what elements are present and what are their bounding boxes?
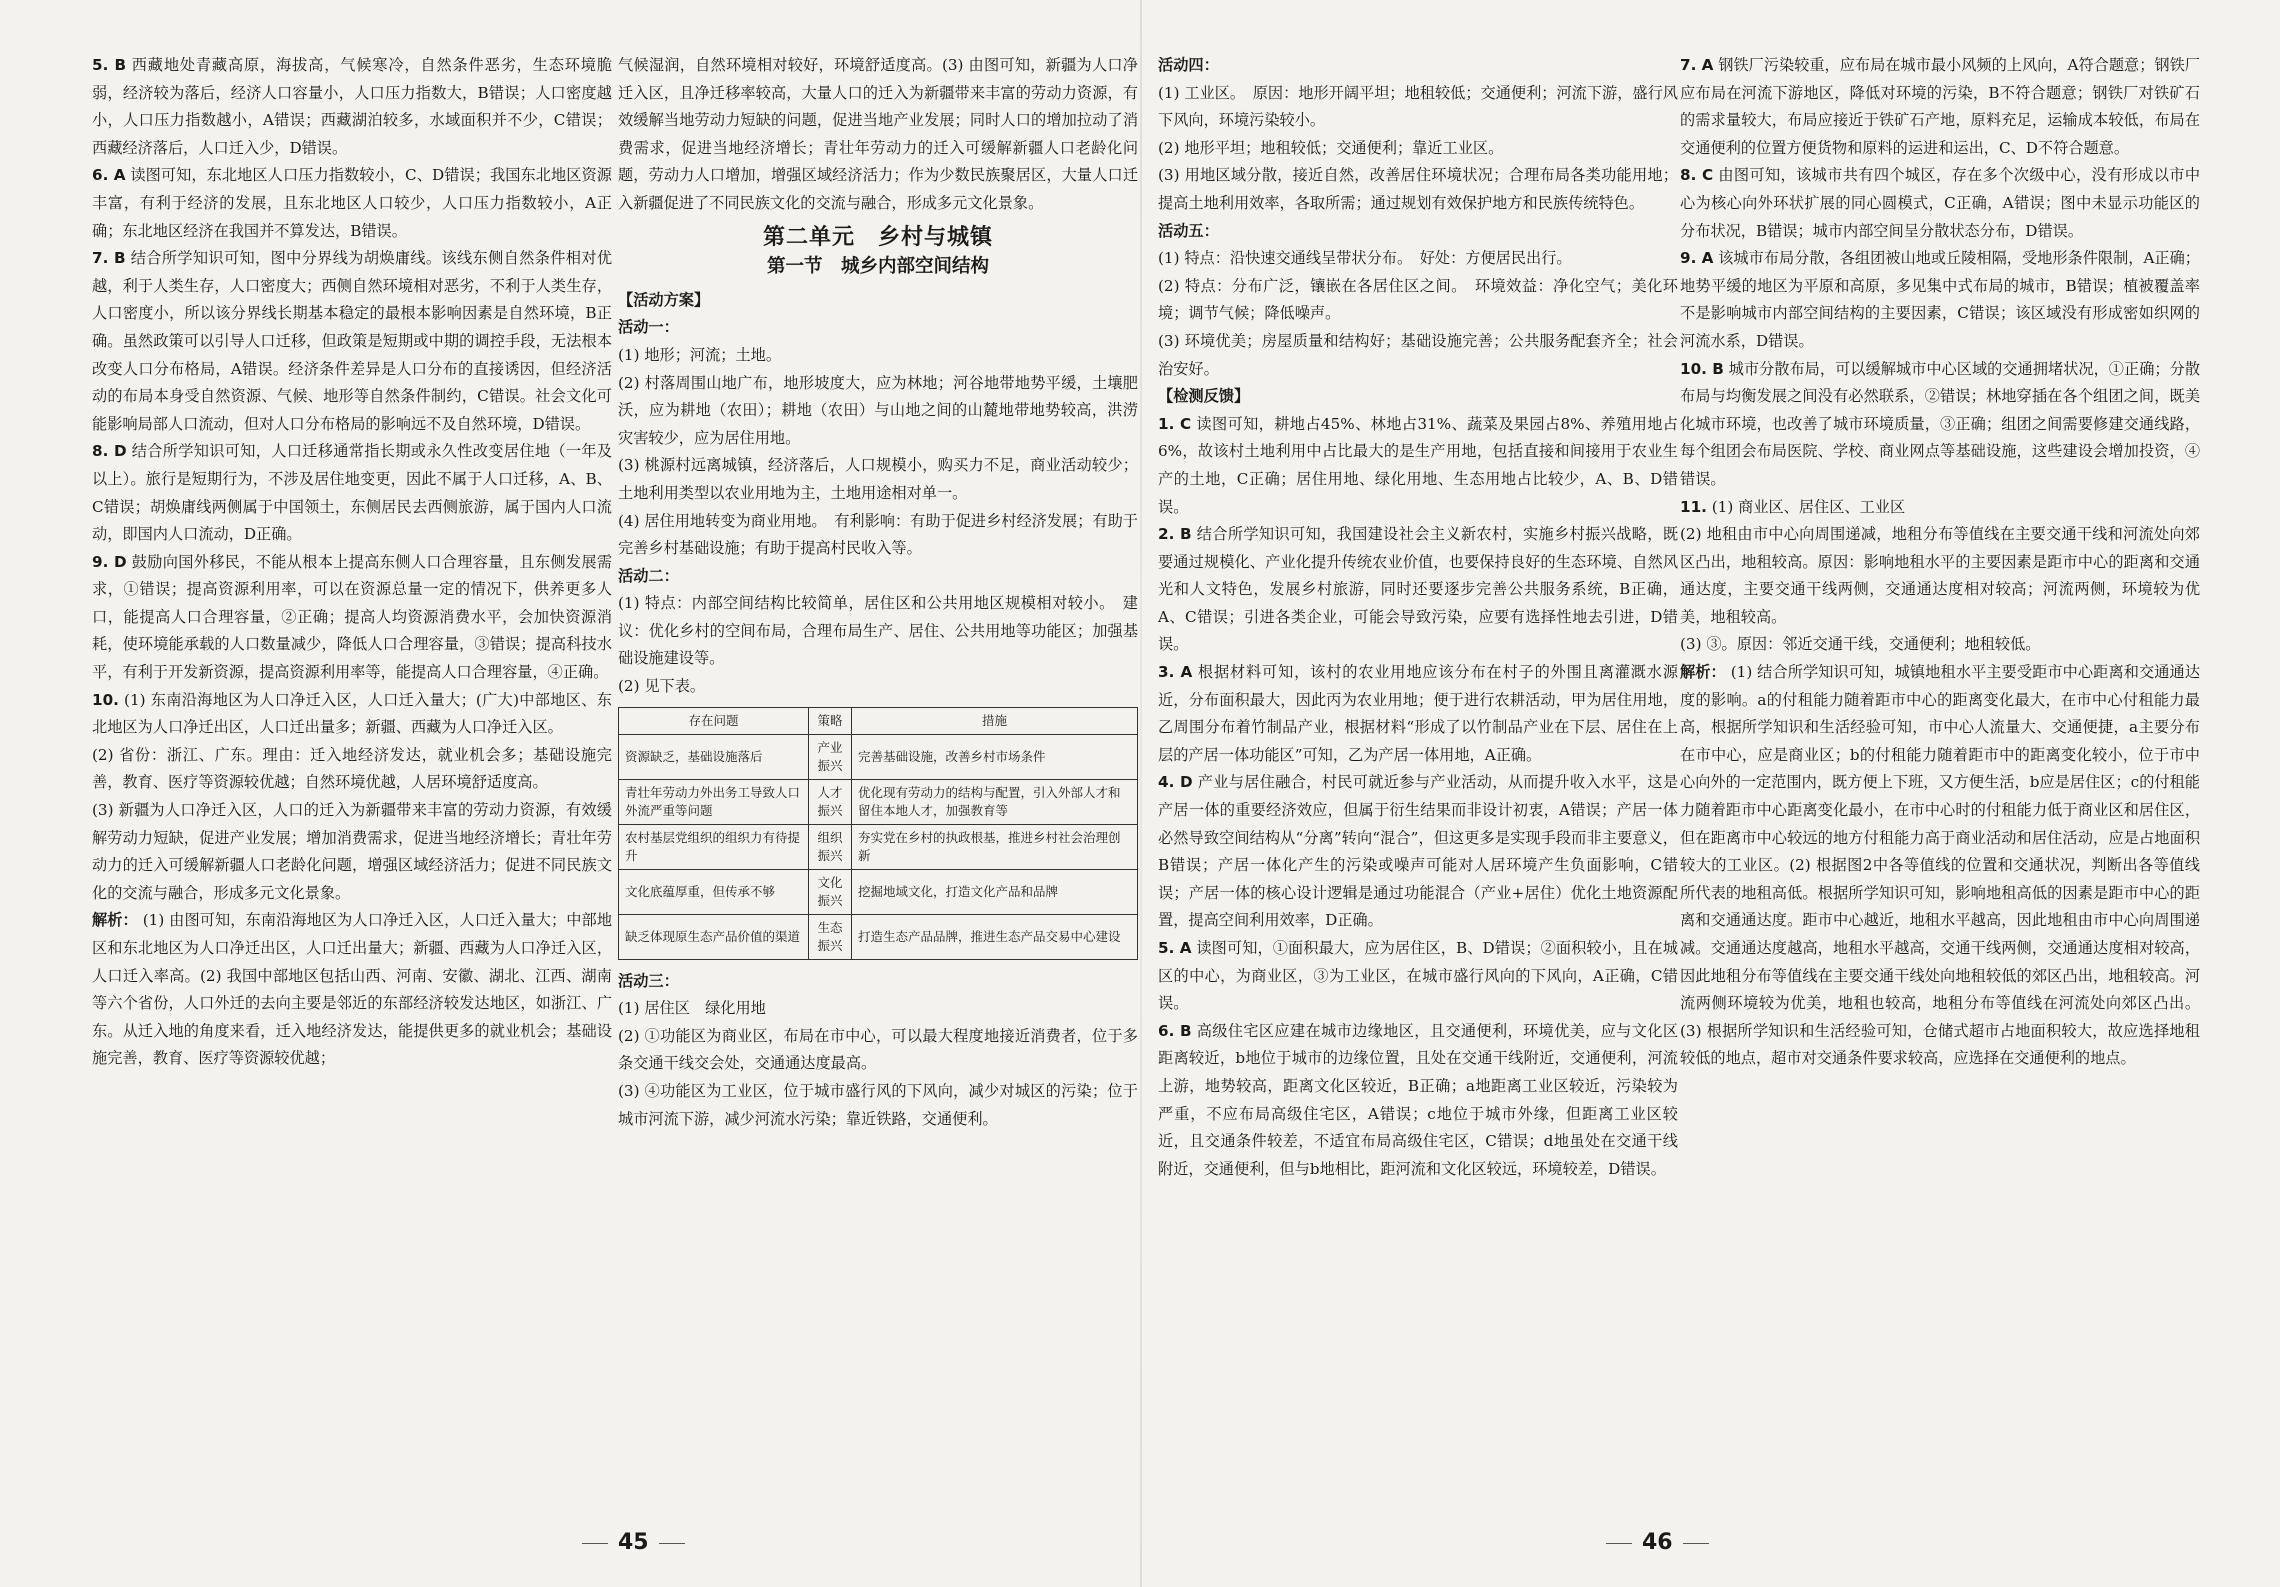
answer-paragraph bbox=[1158, 135, 1678, 163]
answer-text: (3) ③。原因：邻近交通干线，交通便利；地租较低。 bbox=[1680, 635, 2041, 654]
answer-number: 5. A bbox=[1158, 939, 1192, 957]
table-cell: 打造生态产品品牌，推进生态产品交易中心建设 bbox=[852, 914, 1138, 959]
table-cell: 缺乏体现原生态产品价值的渠道 bbox=[619, 914, 809, 959]
answer-text: 结合所学知识可知，图中分界线为胡焕庸线。该线东侧自然条件相对优越，利于人类生存，人口密度大；西侧自然环境相对恶劣，不利于人类生存，人口密度小，所以该分界线长期基本稳定的最根本影响因素是自然环境，B正确。虽然政策可以引导人口迁移，但政策是短期或中期的调控手段，无法根本改变人口分布格局，A错误。经济条件差异是人口分布的直接诱因，但经济活动的布局本身受自然资源、气候、地形等自然条件制约，C错误。社会文化可能影响局部人口流动，但对人口分布格局的影响远不及自然环境，D错误。 bbox=[92, 249, 612, 433]
answer-number: 9. A bbox=[1680, 249, 1714, 268]
answer-text: 西藏地处青藏高原，海拔高，气候寒冷，自然条件恶劣，生态环境脆弱，经济较为落后，经济人口容量小，人口压力指数大，B错误；人口密度越小，人口压力指数越小，A错误；西藏湖泊较多，水域面积并不少，C错误；西藏经济落后，人口迁入少，D错误。 bbox=[92, 56, 612, 157]
answer-text: (2) 地形平坦；地租较低；交通便利；靠近工业区。 bbox=[1158, 138, 1504, 157]
table-row bbox=[619, 824, 1138, 869]
answer-paragraph bbox=[92, 245, 612, 438]
answer-paragraph bbox=[1158, 383, 1678, 411]
answer-paragraph bbox=[1158, 1018, 1678, 1184]
table-row bbox=[619, 869, 1138, 914]
answer-text: (3) 桃源村远离城镇，经济落后，人口规模小，购买力不足，商业活动较少；土地利用类型以农业用地为主，土地用途相对单一。 bbox=[618, 456, 1138, 502]
answer-text: (2) 见下表。 bbox=[618, 677, 706, 696]
answer-text: 结合所学知识可知，人口迁移通常指长期或永久性改变居住地（一年及以上）。旅行是短期行为，不涉及居住地变更，因此不属于人口迁移，A、B、C错误；胡焕庸线两侧属于中国领土，东侧居民去西侧旅游，属于国内人口流动，即国内人口流动，D正确。 bbox=[92, 442, 612, 544]
answer-paragraph bbox=[618, 287, 1138, 315]
answer-paragraph bbox=[1158, 659, 1678, 769]
answer-paragraph bbox=[618, 1023, 1138, 1078]
answer-text: (4) 居住用地转变为商业用地。 有利影响：有助于促进乡村经济发展；有助于完善乡村基础设施；有助于提高村民收入等。 bbox=[618, 511, 1138, 558]
answer-number: 活动一： bbox=[618, 318, 679, 337]
answer-paragraph bbox=[1158, 52, 1678, 80]
answer-number: 7. A bbox=[1680, 56, 1714, 74]
answer-paragraph bbox=[618, 342, 1138, 370]
answer-text: (1) 结合所学知识可知，城镇地租水平主要受距市中心距离和交通通达度的影响。a的付租能力随着距市中心的距离变化最大，在市中心付租能力最高，根据所学知识和生活经验可知，市中心人流量大、交通便捷，a主要分布在市中心，应是商业区；b的付租能力随着距市中的距离变化较小，位于市中心向外的一定范围内，既方便上下班，又方便生活，b应是居住区；c的付租能力随着距市中心距离变化最小，在市中心时的付租能力低于商业区和居住区，但在距离市中心较远的地方付租能力高于商业活动和居住活动，应是占地面积较大的工业区。(2) 根据图2中各等值线的位置和交通状况，判断出各等值线所代表的地租高低。根据所学知识可知，影响地租高低的因素是距市中心的距离和交通通达度。距市中心越近，地租水平越高，因此地租由市中心向周围递减。交通通达度越高，地租水平越高，交通干线两侧，交通通达度相对较高，因此地租分布等值线在主要交通干线处向地租较低的郊区凸出，地租较高。河流两侧环境较为优美，地租也较高，地租分布等值线在河流处向郊区凸出。(3) 根据所学知识和生活经验可知，仓储式超市占地面积较大，故应选择地租较低的地点，超市对交通条件要求较高，应选择在交通便利的地点。 bbox=[1680, 663, 2200, 1068]
table-cell: 文化振兴 bbox=[809, 869, 852, 914]
answer-number: 6. A bbox=[92, 166, 126, 185]
answer-text: 鼓励向国外移民，不能从根本上提高东侧人口合理容量，且东侧发展需求，①错误；提高资源利用率，可以在资源总量一定的情况下，供养更多人口，能提高人口合理容量，②正确；提高人均资源消费水平，会加快资源消耗，使环境能承载的人口数量减少，降低人口合理容量，③错误；提高科技水平，有利于开发新资源，提高资源利用率等，能提高人口合理容量，④正确。 bbox=[92, 552, 612, 682]
answer-text: (2) 村落周围山地广布，地形坡度大，应为林地；河谷地带地势平缓，土壤肥沃，应为耕地（农田）；耕地（农田）与山地之间的山麓地带地势较高，洪涝灾害较少，应为居住用地。 bbox=[618, 373, 1138, 447]
column-3 bbox=[1158, 52, 1678, 1512]
table-row bbox=[619, 779, 1138, 824]
answer-text: (1) 特点：内部空间结构比较简单，居住区和公共用地区规模相对较小。 建议：优化乡村的空间布局，合理布局生产、居住、公共用地等功能区；加强基础设施建设等。 bbox=[618, 594, 1138, 668]
answer-paragraph bbox=[618, 314, 1138, 342]
answer-paragraph bbox=[618, 563, 1138, 591]
answer-paragraph bbox=[1158, 162, 1678, 217]
table-cell: 优化现有劳动力的结构与配置，引入外部人才和留住本地人才，加强教育等 bbox=[852, 779, 1138, 824]
answer-paragraph bbox=[92, 549, 612, 687]
section-title: 第一节 城乡内部空间结构 bbox=[766, 256, 989, 278]
page-number-left bbox=[572, 1530, 695, 1555]
answer-text: (1) 地形；河流；土地。 bbox=[618, 345, 782, 364]
answer-paragraph bbox=[618, 968, 1138, 996]
answer-paragraph bbox=[1158, 273, 1678, 328]
answer-number: 10. B bbox=[1680, 359, 1724, 378]
answer-number: 活动四： bbox=[1158, 56, 1219, 74]
table-cell: 生态振兴 bbox=[809, 914, 852, 959]
answer-paragraph bbox=[1158, 521, 1678, 659]
answer-paragraph bbox=[618, 452, 1138, 507]
answer-text: (2) 特点：分布广泛，镶嵌在各居住区之间。 环境效益：净化空气；美化环境；调节气候；降低噪声。 bbox=[1158, 276, 1678, 323]
answer-number: 活动三： bbox=[618, 971, 679, 990]
table-cell: 农村基层党组织的组织力有待提升 bbox=[619, 824, 809, 869]
answer-text: 城市分散布局，可以缓解城市中心区域的交通拥堵状况，①正确；分散布局与均衡发展之间没有必然联系，②错误；林地穿插在各个组团之间，既美化城市环境，也改善了城市环境质量，③正确；组团之间需要修建交通线路，每个组团会布局医院、学校、商业网点等基础设施，这些建设会增加投资，④错误。 bbox=[1680, 359, 2200, 488]
answer-paragraph bbox=[1158, 328, 1678, 383]
answer-paragraph bbox=[618, 370, 1138, 453]
table-header: 措施 bbox=[852, 707, 1138, 734]
answer-text: (2) 省份：浙江、广东。理由：迁入地经济发达，就业机会多；基础设施完善，教育、医疗等资源较优越；自然环境优越，人居环境舒适度高。 bbox=[92, 745, 612, 792]
answer-number: 活动五： bbox=[1158, 221, 1219, 240]
answer-number: 解析： bbox=[92, 911, 138, 930]
page-number-left-text: 45 bbox=[618, 1530, 649, 1555]
answer-paragraph bbox=[92, 162, 612, 245]
answer-paragraph bbox=[618, 673, 1138, 701]
answer-text: (2) ①功能区为商业区，布局在市中心，可以最大程度地接近消费者，位于多条交通干线交会处，交通通达度最高。 bbox=[618, 1026, 1138, 1073]
revitalization-table bbox=[618, 707, 1138, 960]
answer-text: (1) 居住区 绿化用地 bbox=[618, 999, 766, 1018]
answer-text: (3) ④功能区为工业区，位于城市盛行风的下风向，减少对城区的污染；位于城市河流下游，减少河流水污染；靠近铁路，交通便利。 bbox=[618, 1082, 1138, 1128]
answer-number: 7. B bbox=[92, 249, 126, 268]
answer-text: 读图可知，东北地区人口压力指数较小，C、D错误；我国东北地区资源丰富，有利于经济的发展，且东北地区人口较少，人口压力指数较小，A正确；东北地区经济在我国并不算发达，B错误。 bbox=[92, 166, 612, 240]
table-cell: 组织振兴 bbox=[809, 824, 852, 869]
table-cell: 挖掘地域文化，打造文化产品和品牌 bbox=[852, 869, 1138, 914]
answer-text: 钢铁厂污染较重，应布局在城市最小风频的上风向，A符合题意；钢铁厂应布局在河流下游地区，降低对环境的污染，B不符合题意；钢铁厂对铁矿石的需求量较大，布局应接近于铁矿石产地，原料充足，运输成本较低，布局在交通便利的位置方便货物和原料的运进和运出，C、D不符合题意。 bbox=[1680, 56, 2200, 157]
answer-number: 8. D bbox=[92, 442, 127, 461]
table-cell: 完善基础设施，改善乡村市场条件 bbox=[852, 734, 1138, 779]
table-cell: 人才振兴 bbox=[809, 779, 852, 824]
answer-paragraph bbox=[1158, 245, 1678, 273]
answer-text: (3) 新疆为人口净迁入区，人口的迁入为新疆带来丰富的劳动力资源，有效缓解劳动力短缺，促进产业发展；增加消费需求，促进当地经济增长；青壮年劳动力的迁入可缓解新疆人口老龄化问题，增强区域经济活力；促进不同民族文化的交流与融合，形成多元文化景象。 bbox=[92, 801, 612, 902]
answer-number: 4. D bbox=[1158, 773, 1193, 792]
answer-text: (1) 商业区、居住区、工业区 bbox=[1711, 497, 1906, 516]
answer-paragraph bbox=[1680, 356, 2200, 494]
answer-number: 2. B bbox=[1158, 525, 1192, 544]
answer-text: (1) 由图可知，东南沿海地区为人口净迁入区，人口迁入量大；中部地区和东北地区为人口净迁出区，人口迁出量大；新疆、西藏为人口净迁入区，人口迁入率高。(2) 我国中部地区包括山西、河南、安徽、湖北、江西、湖南等六个省份，人口外迁的去向主要是邻近的东部经济较发达地区，如浙江、广东。从迁入地的角度来看，迁入地经济发达，能提供更多的就业机会；基础设施完善，教育、医疗等资源较优越； bbox=[92, 911, 612, 1068]
answer-number: 3. A bbox=[1158, 663, 1193, 682]
table-row bbox=[619, 734, 1138, 779]
page-fold bbox=[1140, 0, 1142, 1587]
answer-paragraph bbox=[618, 590, 1138, 673]
answer-number: 8. C bbox=[1680, 166, 1714, 185]
answer-paragraph bbox=[618, 1078, 1138, 1133]
table-header: 策略 bbox=[809, 707, 852, 734]
answer-text: 读图可知，①面积最大，应为居住区，B、D错误；②面积较小，且在城区的中心，为商业区，③为工业区，在城市盛行风向的下风向，A正确，C错误。 bbox=[1158, 939, 1678, 1013]
answer-text: (3) 用地区域分散，接近自然，改善居住环境状况；合理布局各类功能用地；提高土地利用效率，各取所需；通过规划有效保护地方和民族传统特色。 bbox=[1158, 166, 1678, 212]
answer-number: 1. C bbox=[1158, 414, 1192, 433]
answer-number: 5. B bbox=[92, 56, 127, 74]
answer-text: 高级住宅区应建在城市边缘地区，且交通便利，环境优美，应与文化区距离较近，b地位于城市的边缘位置，且处在交通干线附近，交通便利，河流上游，地势较高，距离文化区较近，B正确；a地距离工业区较近，污染较为严重，不应布局高级住宅区，A错误；c地位于城市外缘，但距离工业区较近，且交通条件较差，不适宜布局高级住宅区，C错误；d地虽处在交通干线附近，交通便利，但与b地相比，距河流和文化区较远，环境较差，D错误。 bbox=[1158, 1021, 1678, 1178]
answer-paragraph bbox=[1158, 935, 1678, 1018]
answer-paragraph bbox=[92, 907, 612, 1073]
answer-paragraph bbox=[618, 52, 1138, 218]
answer-text: 产业与居住融合，村民可就近参与产业活动，从而提升收入水平，这是产居一体的重要经济效应，但属于衍生结果而非设计初衷，A错误；产居一体必然导致空间结构从“分离”转向“混合”，但这更多是实现手段而非主要意义，B错误；产居一体化产生的污染或噪声可能对人居环境产生负面影响，C错误；产居一体的核心设计逻辑是通过功能混合（产业+居住）优化土地资源配置，提高空间利用效率，D正确。 bbox=[1158, 773, 1678, 930]
answer-text: (1) 东南沿海地区为人口净迁入区，人口迁入量大；(广大)中部地区、东北地区为人口净迁出区，人口迁出量多；新疆、西藏为人口净迁入区。 bbox=[92, 690, 612, 737]
answer-paragraph bbox=[618, 995, 1138, 1023]
answer-paragraph bbox=[92, 687, 612, 742]
answer-paragraph bbox=[1680, 162, 2200, 245]
answer-text: 由图可知，该城市共有四个城区，存在多个次级中心，没有形成以市中心为核心向外环状扩展的同心圆模式，C正确，A错误；图中未显示功能区的分布状况，B错误；城市内部空间呈分散状态分布，D错误。 bbox=[1680, 166, 2200, 240]
answer-paragraph bbox=[1158, 411, 1678, 521]
table-cell: 资源缺乏，基础设施落后 bbox=[619, 734, 809, 779]
answer-paragraph bbox=[92, 52, 612, 162]
column-4 bbox=[1680, 52, 2200, 1512]
answer-text: 该城市布局分散，各组团被山地或丘陵相隔，受地形条件限制，A正确；地势平缓的地区为平原和高原，多见集中式布局的城市，B错误；植被覆盖率不是影响城市内部空间结构的主要因素，C错误；该区域没有形成密如织网的河流水系，D错误。 bbox=[1680, 249, 2200, 350]
answer-paragraph bbox=[1680, 659, 2200, 1073]
answer-paragraph bbox=[1158, 218, 1678, 246]
answer-text: 气候湿润，自然环境相对较好，环境舒适度高。(3) 由图可知，新疆为人口净迁入区，且净迁移率较高，大量人口的迁入为新疆带来丰富的劳动力资源，有效缓解当地劳动力短缺的问题，促进当地产业发展；同时人口的增加拉动了消费需求，促进当地经济增长；青壮年劳动力的迁入可缓解新疆人口老龄化问题，劳动力人口增加，增强区域经济活力；作为少数民族聚居区，大量人口迁入新疆促进了不同民族文化的交流与融合，形成多元文化景象。 bbox=[618, 56, 1138, 212]
answer-text: (2) 地租由市中心向周围递减，地租分布等值线在主要交通干线和河流处向郊区凸出，地租较高。原因：影响地租水平的主要因素是距市中心的距离和交通通达度，主要交通干线两侧，交通通达度相对较高；河流两侧，环境较为优美，地租较高。 bbox=[1680, 525, 2200, 626]
answer-number: 【活动方案】 bbox=[618, 290, 710, 309]
table-cell: 文化底蕴厚重，但传承不够 bbox=[619, 869, 809, 914]
answer-paragraph bbox=[1680, 245, 2200, 355]
answer-paragraph bbox=[1680, 494, 2200, 522]
answer-text: 读图可知，耕地占45%、林地占31%、蔬菜及果园占8%、养殖用地占6%，故该村土地利用中占比最大的是生产用地，包括直接和间接用于农业生产的土地，C正确；居住用地、绿化用地、生态用地占比较少，A、B、D错误。 bbox=[1158, 414, 1678, 516]
answer-paragraph bbox=[92, 797, 612, 907]
answer-paragraph bbox=[618, 508, 1138, 563]
answer-number: 11. bbox=[1680, 497, 1707, 516]
answer-paragraph bbox=[92, 742, 612, 797]
table-row bbox=[619, 914, 1138, 959]
answer-text: (3) 环境优美；房屋质量和结构好；基础设施完善；公共服务配套齐全；社会治安好。 bbox=[1158, 331, 1678, 378]
page-number-right-text: 46 bbox=[1642, 1530, 1673, 1555]
answer-text: 结合所学知识可知，我国建设社会主义新农村，实施乡村振兴战略，既要通过规模化、产业化提升传统农业价值，也要保持良好的生态环境、自然风光和人文特色，发展乡村旅游，同时还要逐步完善公共服务系统，B正确，A、C错误；引进各类企业，可能会导致污染，应要有选择性地去引进，D错误。 bbox=[1158, 525, 1678, 654]
column-2 bbox=[618, 52, 1138, 1512]
answer-paragraph bbox=[1680, 52, 2200, 162]
answer-number: 6. B bbox=[1158, 1021, 1192, 1040]
column-1 bbox=[92, 52, 612, 1512]
answer-number: 活动二： bbox=[618, 566, 679, 585]
answer-paragraph bbox=[1680, 631, 2200, 659]
unit-title: 第二单元 乡村与城镇 bbox=[762, 223, 993, 250]
table-cell: 产业振兴 bbox=[809, 734, 852, 779]
answer-number: 10. bbox=[92, 690, 119, 709]
answer-paragraph bbox=[92, 438, 612, 548]
answer-number: 【检测反馈】 bbox=[1158, 387, 1250, 406]
answer-paragraph bbox=[1158, 769, 1678, 935]
answer-text: (1) 工业区。 原因：地形开阔平坦；地租较低；交通便利；河流下游，盛行风下风向，环境污染较小。 bbox=[1158, 83, 1678, 130]
answer-paragraph bbox=[1158, 80, 1678, 135]
table-cell: 青壮年劳动力外出务工导致人口外流严重等问题 bbox=[619, 779, 809, 824]
table-header: 存在问题 bbox=[619, 707, 809, 734]
answer-number: 解析： bbox=[1680, 663, 1726, 682]
table-cell: 夯实党在乡村的执政根基，推进乡村社会治理创新 bbox=[852, 824, 1138, 869]
answer-paragraph bbox=[1680, 521, 2200, 631]
answer-text: (1) 特点：沿快速交通线呈带状分布。 好处：方便居民出行。 bbox=[1158, 249, 1572, 268]
answer-text: 根据材料可知，该村的农业用地应该分布在村子的外围且离灌溉水源近，分布面积最大，因此丙为农业用地；便于进行农耕活动，甲为居住用地，乙周围分布着竹制品产业，根据材料“形成了以竹制品产业在下层、居住在上层的产居一体功能区”可知，乙为产居一体用地，A正确。 bbox=[1158, 663, 1678, 764]
answer-number: 9. D bbox=[92, 552, 127, 571]
page-number-right bbox=[1596, 1530, 1719, 1555]
